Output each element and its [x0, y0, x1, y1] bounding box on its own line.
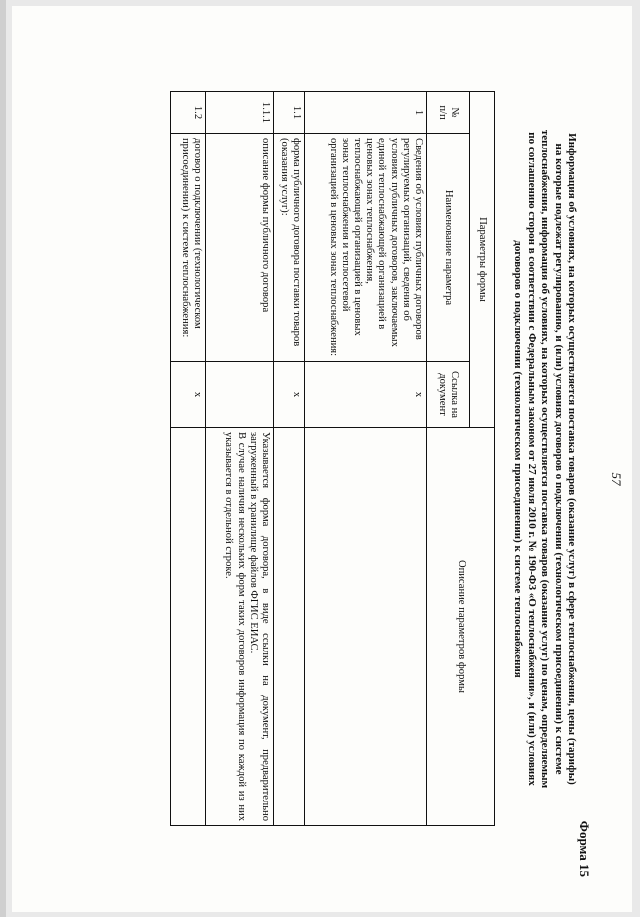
- row-parameter-name: договор о подключении (технологическом присоединении) к системе теплоснабжения:: [171, 134, 206, 362]
- heading-line: Информация об условиях, на которых осуществляется поставка товаров (оказание услуг) в сфере теплоснабжения, цены (тарифы): [566, 133, 578, 785]
- table-row: [305, 92, 427, 826]
- row-reference: x: [274, 362, 305, 428]
- row-description: [274, 428, 305, 826]
- header-group-cell: Параметры формы: [470, 92, 495, 428]
- header-reference-cell: Ссылка на документ: [427, 362, 470, 428]
- row-description: [305, 428, 427, 826]
- row-parameter-name: Сведения об условиях публичных договоров регулируемых организаций, сведения об условиях публичных договоров, заключаемых единой теплоснабжающей организацией в ценовых зонах теплоснабжения, теплоснабжающей организацией в ценовых зонах теплоснабжения и теплосетевой организацией в ценовых зонах теплоснабжения:: [305, 134, 427, 362]
- rotated-page-content: [12, 6, 632, 912]
- parameters-table: [170, 91, 495, 826]
- document-page: [12, 6, 632, 912]
- row-reference: x: [305, 362, 427, 428]
- table-header-row: [470, 92, 495, 826]
- form-number: Форма 15: [577, 820, 592, 877]
- table-row: [206, 92, 274, 826]
- row-description: [171, 428, 206, 826]
- row-reference: [206, 362, 274, 428]
- heading-line: теплоснабжения, информация об условиях, на которых осуществляется поставка товаров (оказание услуг) по ценам, определяемым: [539, 129, 552, 789]
- row-reference: x: [171, 362, 206, 428]
- table-row: [274, 92, 305, 826]
- heading-line: на которые подлежат регулированию, и (или) условиях договоров о подключении (технологическом присоединении) к системе: [552, 143, 565, 775]
- row-parameter-name: описание формы публичного договора: [206, 134, 274, 362]
- heading-line: по соглашению сторон в соответствии с Федеральным законом от 27 июля 2010 г. № 190-ФЗ «О теплоснабжении», и (или) условиях: [525, 132, 538, 786]
- row-number: 1.1: [274, 92, 305, 134]
- row-number: 1.1.1: [206, 92, 274, 134]
- header-description-cell: Описание параметров формы: [427, 428, 495, 826]
- row-parameter-name: форма публичного договора поставки товаров (оказания услуг):: [274, 134, 305, 362]
- row-number: 1: [305, 92, 427, 134]
- table-row: [171, 92, 206, 826]
- header-name-cell: Наименование параметра: [427, 134, 470, 362]
- row-description: Указывается форма договора, в виде ссылки на документ, предварительно загруженный в хранилище файлов ФГИС ЕИАС. В случае наличия нескольких форм таких договоров информация по каждой из них указывается в отдельной строке.: [206, 428, 274, 826]
- scan-edge: [0, 0, 6, 917]
- heading-line: договоров о подключении (технологическом присоединении) к системе теплоснабжения: [512, 240, 525, 678]
- document-heading: [511, 111, 578, 807]
- header-number-cell: № п/п: [427, 92, 470, 134]
- page-number: 57: [609, 472, 624, 486]
- row-number: 1.2: [171, 92, 206, 134]
